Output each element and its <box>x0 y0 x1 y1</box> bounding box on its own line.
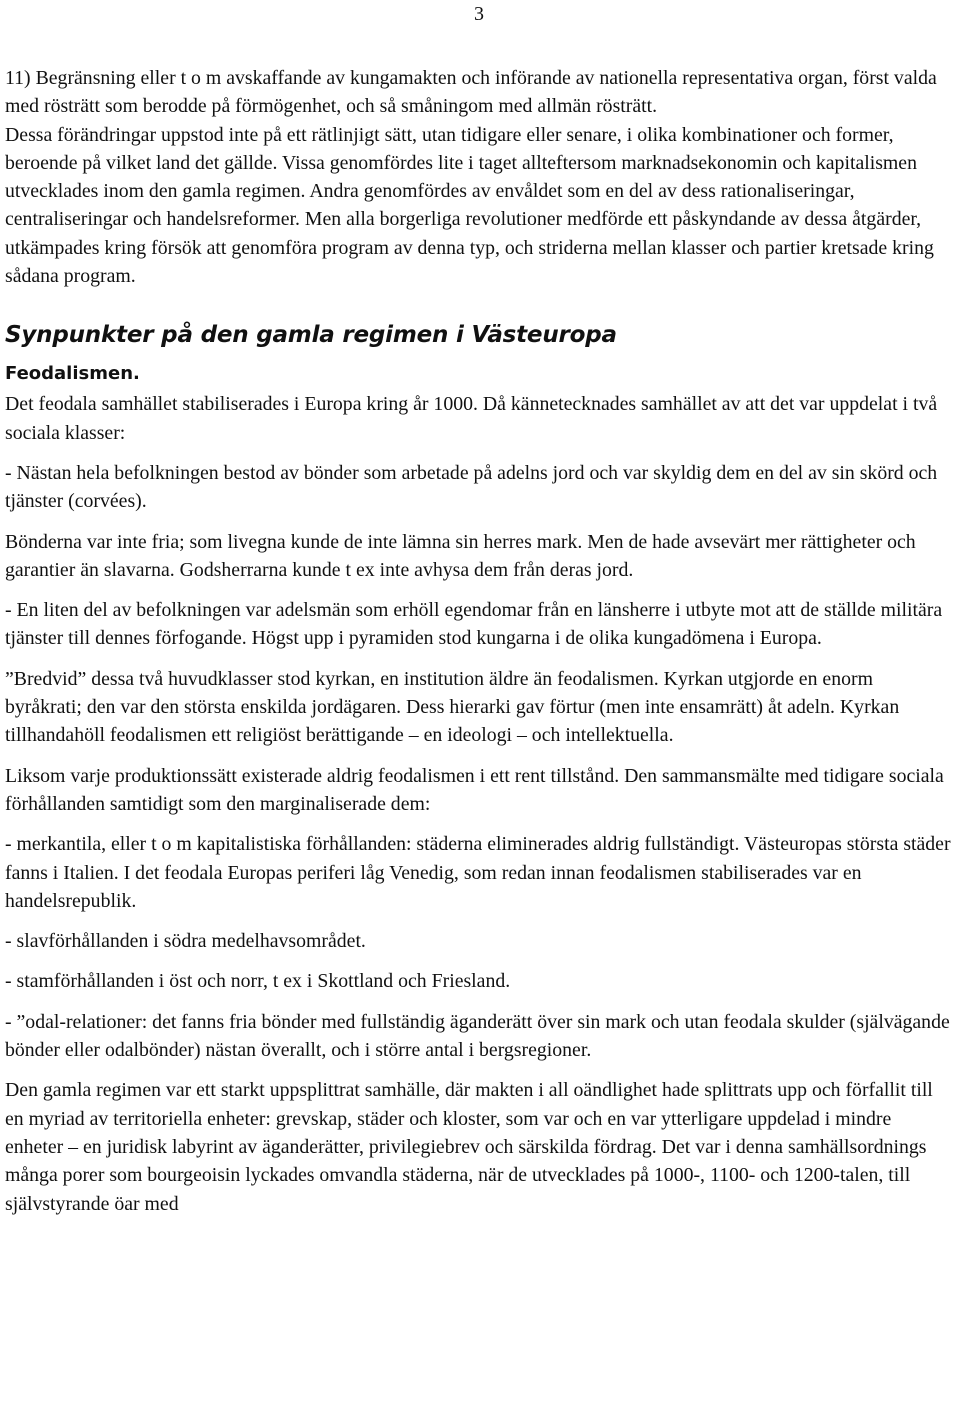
page-number: 3 <box>474 3 484 25</box>
paragraph-main-5: ”Bredvid” dessa två huvudklasser stod kyrkan, en institution äldre än feodalismen. Kyrkan utgjorde en enorm byråkrati; den var den största enskilda jordägaren. Dess hierarki gav förtur (men inte ensamrätt) åt adeln. Kyrkan tillhandahöll feodalismen ett religiöst berättigande – en ideologi – och intellektuella. <box>5 667 900 747</box>
sub-heading: Feodalismen. <box>5 363 140 385</box>
paragraph-main-11: Den gamla regimen var ett starkt uppsplittrat samhälle, där makten i all oändlighet hade splittrats upp och förfallit till en myriad av territoriella enheter: grevskap, städer och kloster, som var och en var ytterligare uppdelad i mindre enheter – en juridisk labyrint av äganderätter, privilegiebrev och särskilda fördrag. Det var i denna samhällsordnings många porer som bourgeoisin lyckades omvandla städerna, när de utvecklades på 1000-, 1100- och 1200-talen, till självstyrande öar med <box>5 1079 933 1215</box>
paragraph-main-1: Det feodala samhället stabiliserades i Europa kring år 1000. Då kännetecknades samhället av att det var uppdelat i två sociala klasser: <box>5 393 938 444</box>
paragraph-intro-2: Dessa förändringar uppstod inte på ett rätlinjigt sätt, utan tidigare eller senare, i olika kombinationer och former, beroende på vilket land det gällde. Vissa genomfördes lite i taget allteftersom marknadsekonomin och kapitalismen utvecklades inom den gamla regimen. Andra genomfördes av envåldet som en del av dess rationaliseringar, centraliseringar och handelsreformer. Men alla borgerliga revolutioner medförde ett påskyndande av dessa åtgärder, utkämpades kring försök att genomföra program av denna typ, och striderna mellan klasser och partier kretsade kring sådana program. <box>5 123 934 288</box>
paragraph-main-3: Bönderna var inte fria; som livegna kunde de inte lämna sin herres mark. Men de hade avsevärt mer rättigheter och garantier än slavarna. Godsherrarna kunde t ex inte avhysa dem från deras jord. <box>5 530 916 581</box>
paragraph-main-6: Liksom varje produktionssätt existerade aldrig feodalismen i ett rent tillstånd. Den sammansmälte med tidigare sociala förhållanden samtidigt som den marginaliserade dem: <box>5 764 944 815</box>
paragraph-main-8: - slavförhållanden i södra medelhavsområdet. <box>5 930 366 953</box>
paragraph-intro-1: 11) Begränsning eller t o m avskaffande av kungamakten och införande av nationella representativa organ, först valda med rösträtt som berodde på förmögenhet, och så småningom med allmän rösträtt. <box>5 67 937 118</box>
paragraph-main-9: - stamförhållanden i öst och norr, t ex i Skottland och Friesland. <box>5 970 511 993</box>
paragraph-main-4: - En liten del av befolkningen var adelsmän som erhöll egendomar från en länsherre i utbyte mot att de ställde militära tjänster till dennes förfogande. Högst upp i pyramiden stod kungarna i de olika kungadömena i Europa. <box>5 599 943 650</box>
paragraph-main-2: - Nästan hela befolkningen bestod av bönder som arbetade på adelns jord och var skyldig dem en del av sin skörd och tjänster (corvées). <box>5 461 938 513</box>
paragraph-main-10: - ”odal-relationer: det fanns fria bönder med fullständig äganderätt över sin mark och utan feodala skulder (självägande bönder eller odalbönder) nästan överallt, och i större antal i bergsregioner. <box>5 1010 950 1062</box>
paragraph-main-7: - merkantila, eller t o m kapitalistiska förhållanden: städerna eliminerades aldrig fullständigt. Västeuropas största städer fanns i Italien. I det feodala Europas periferi låg Venedig, som redan innan feodalismen stabiliserades var en handelsrepublik. <box>5 833 951 912</box>
section-heading: Synpunkter på den gamla regimen i Västeuropa <box>5 322 617 349</box>
document-body <box>5 64 951 1218</box>
